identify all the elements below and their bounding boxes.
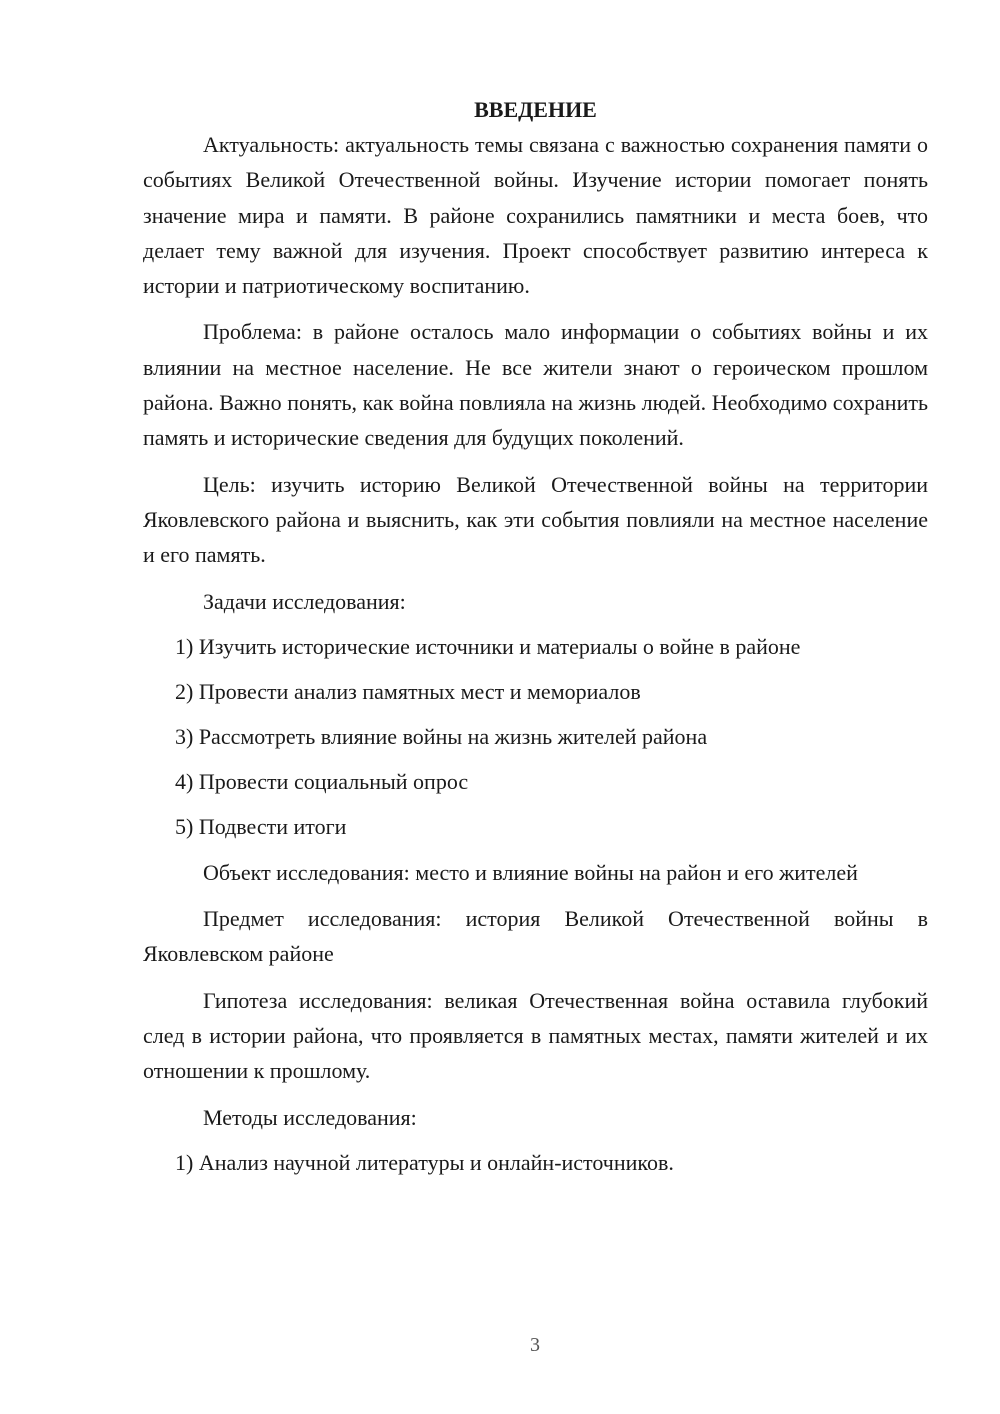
task-item: 3) Рассмотреть влияние войны на жизнь жителей района [175,723,708,749]
task-item: 4) Провести социальный опрос [175,768,469,794]
problem-paragraph: Проблема: в районе осталось мало информации о событиях войны и их влиянии на местное население. Не все жители знают о героическом прошлом района. Важно понять, как война повлияла на жизнь людей. Необходимо сохранить память и исторические сведения для будущих поколений. [143,319,928,451]
relevance-paragraph: Актуальность: актуальность темы связана с важностью сохранения памяти о событиях Великой Отечественной войны. Изучение истории помогает понять значение мира и памяти. В районе сохранились памятники и места боев, что делает тему важной для изучения. Проект способствует развитию интереса к истории и патриотическому воспитанию. [143,132,928,299]
section-title: ВВЕДЕНИЕ [474,97,597,122]
task-item: 5) Подвести итоги [175,813,347,839]
tasks-heading: Задачи исследования: [203,588,406,614]
methods-heading: Методы исследования: [203,1104,417,1130]
hypothesis-paragraph: Гипотеза исследования: великая Отечественная война оставила глубокий след в истории района, что проявляется в памятных местах, памяти жителей и их отношении к прошлому. [143,987,928,1084]
object-paragraph: Объект исследования: место и влияние войны на район и его жителей [203,859,858,885]
task-item: 2) Провести анализ памятных мест и мемориалов [175,678,641,704]
goal-paragraph: Цель: изучить историю Великой Отечественной войны на территории Яковлевского района и выяснить, как эти события повлияли на местное население и его память. [143,471,928,568]
page-number: 3 [530,1334,540,1356]
subject-paragraph: Предмет исследования: история Великой Отечественной войны в Яковлевском районе [143,906,928,967]
method-item: 1) Анализ научной литературы и онлайн-источников. [175,1149,674,1175]
task-item: 1) Изучить исторические источники и материалы о войне в районе [175,633,801,659]
document-page [143,92,928,1180]
